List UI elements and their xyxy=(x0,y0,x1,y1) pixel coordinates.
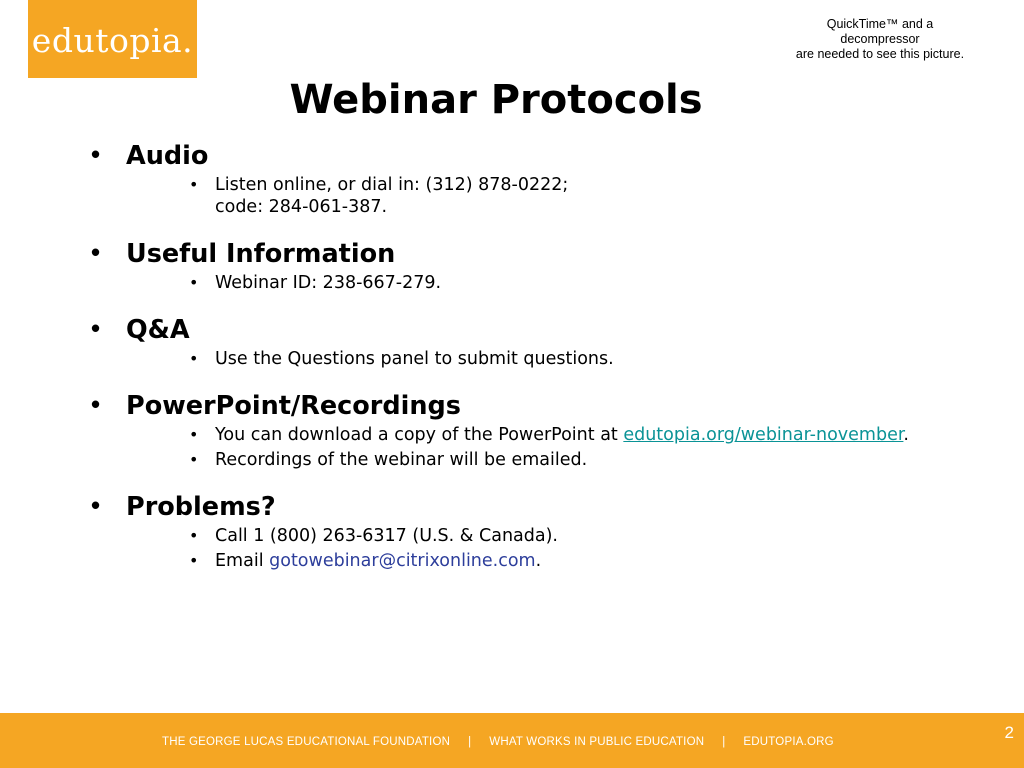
sub-list xyxy=(189,424,928,471)
list-item xyxy=(189,550,928,572)
list-item xyxy=(189,174,928,218)
quicktime-line-2: decompressor xyxy=(840,32,920,46)
section-qa xyxy=(88,312,928,370)
dial-in-line: Listen online, or dial in: (312) 878-0222; xyxy=(215,175,569,195)
list-item-text: Webinar ID: 238-667-279. xyxy=(215,273,442,293)
section-powerpoint-recordings xyxy=(88,388,928,471)
list-item-text xyxy=(215,174,568,218)
section-heading-text: Useful Information xyxy=(126,239,396,269)
period-text: . xyxy=(535,551,542,571)
sub-list xyxy=(189,348,928,370)
footer-tagline: WHAT WORKS IN PUBLIC EDUCATION xyxy=(489,736,705,748)
bullet-icon: • xyxy=(189,425,199,444)
edutopia-logo xyxy=(28,0,197,78)
list-item xyxy=(189,525,928,547)
bullet-icon: • xyxy=(189,349,199,368)
footer-text xyxy=(162,736,834,748)
bullet-icon: • xyxy=(88,239,104,269)
footer-bar xyxy=(0,713,1024,768)
sub-list xyxy=(189,174,928,218)
sub-list xyxy=(189,272,928,294)
section-heading-text: Audio xyxy=(126,141,209,171)
section-heading xyxy=(88,138,928,174)
list-item xyxy=(189,348,928,370)
support-email-link[interactable]: gotowebinar@citrixonline.com xyxy=(269,551,536,571)
section-useful-information xyxy=(88,236,928,294)
list-item-text: Use the Questions panel to submit questions. xyxy=(215,349,614,369)
download-text: You can download a copy of the PowerPoint at xyxy=(215,425,624,445)
footer-separator: | xyxy=(468,736,472,748)
bullet-icon: • xyxy=(189,450,199,469)
list-item xyxy=(189,272,928,294)
list-item-text xyxy=(215,550,541,572)
section-heading xyxy=(88,489,928,525)
bullet-icon: • xyxy=(88,315,104,345)
sub-list xyxy=(189,525,928,572)
list-item xyxy=(189,424,928,446)
bullet-icon: • xyxy=(88,492,104,522)
list-item-text: Recordings of the webinar will be emailed. xyxy=(215,450,588,470)
section-heading-text: Problems? xyxy=(126,492,276,522)
logo-text: edutopia. xyxy=(31,20,194,60)
bullet-icon: • xyxy=(189,175,199,194)
section-heading-text: PowerPoint/Recordings xyxy=(126,391,461,421)
list-item-text xyxy=(215,424,909,446)
code-line: code: 284-061-387. xyxy=(215,197,388,217)
bullet-icon: • xyxy=(189,551,199,570)
section-problems xyxy=(88,489,928,572)
bullet-icon: • xyxy=(189,273,199,292)
page-number: 2 xyxy=(1004,723,1014,742)
quicktime-line-3: are needed to see this picture. xyxy=(795,47,965,61)
footer-separator: | xyxy=(722,736,726,748)
section-heading xyxy=(88,388,928,424)
section-heading xyxy=(88,236,928,272)
section-heading-text: Q&A xyxy=(126,315,190,345)
bullet-icon: • xyxy=(189,526,199,545)
bullet-icon: • xyxy=(88,391,104,421)
quicktime-placeholder xyxy=(760,17,1000,62)
bullet-icon: • xyxy=(88,141,104,171)
footer-foundation: THE GEORGE LUCAS EDUCATIONAL FOUNDATION xyxy=(162,736,451,748)
section-audio xyxy=(88,138,928,218)
list-item-text: Call 1 (800) 263-6317 (U.S. & Canada). xyxy=(215,526,558,546)
footer-site: EDUTOPIA.ORG xyxy=(743,736,834,748)
slide-title: Webinar Protocols xyxy=(289,77,703,123)
slide-content xyxy=(88,138,928,590)
period-text: . xyxy=(903,425,909,445)
email-prefix: Email xyxy=(215,551,270,571)
powerpoint-download-link[interactable]: edutopia.org/webinar-november xyxy=(623,425,904,445)
quicktime-line-1: QuickTime™ and a xyxy=(826,17,934,31)
section-heading xyxy=(88,312,928,348)
list-item xyxy=(189,449,928,471)
